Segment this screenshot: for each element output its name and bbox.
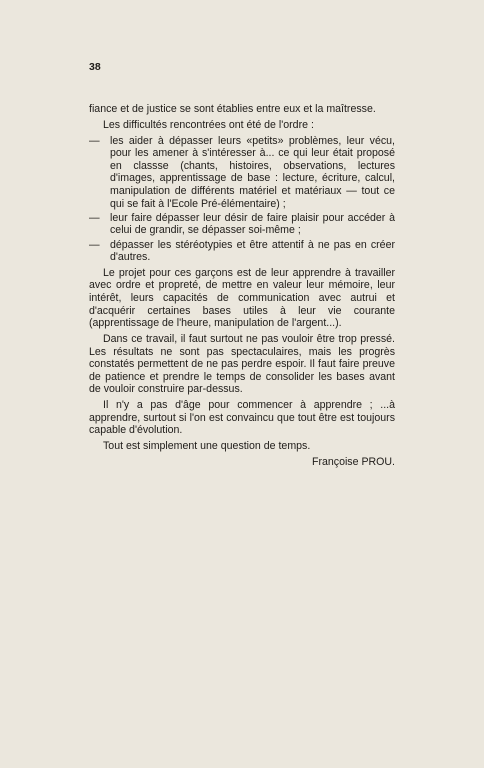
page-number: 38 — [89, 61, 101, 73]
list-item-text: les aider à dépasser leurs «petits» problèmes, leur vécu, pour les amener à s'intéresser à... ce qui leur était proposé en classse (chants, histoires, observations, lectures d'images, apprentissage de base : lecture, écriture, calcul, manipulation de différents matériel et matériaux — tout ce qui se fait à l'Ecole Pré-élémentaire) ; — [110, 134, 395, 210]
dash-marker: — — [89, 238, 100, 251]
list-item-text: leur faire dépasser leur désir de faire plaisir pour accéder à celui de grandir, se dépasser soi-même ; — [110, 211, 395, 237]
list-item-text: dépasser les stéréotypies et être attentif à ne pas en créer d'autres. — [110, 238, 395, 264]
paragraph-4: Dans ce travail, il faut surtout ne pas vouloir être trop pressé. Les résultats ne sont pas spectaculaires, mais les progrès constatés permettent de ne pas perdre espoir. Il faut faire preuve de patience et prendre le temps de consolider les bases avant de vouloir construire par-dessus. — [89, 333, 395, 396]
paragraph-5: Il n'y a pas d'âge pour commencer à apprendre ; ...à apprendre, surtout si l'on est convaincu que tout être est toujours capable d'évolution. — [89, 399, 395, 437]
paragraph-6: Tout est simplement une question de temps. — [103, 440, 311, 453]
body-text — [89, 103, 395, 472]
list-item — [89, 135, 395, 211]
paragraph-3: Le projet pour ces garçons est de leur apprendre à travailler avec ordre et propreté, de mettre en valeur leur mémoire, leur intérêt, leurs capacités de communication avec autrui et d'acquérir certaines bases utiles à leur vie courante (apprentissage de l'heure, manipulation de l'argent...). — [89, 266, 395, 330]
list-item — [89, 212, 395, 237]
list-item — [89, 239, 395, 264]
dash-marker: — — [89, 134, 100, 147]
paragraph-1: fiance et de justice se sont établies entre eux et la maîtresse. — [89, 103, 376, 115]
paragraph-2: Les difficultés rencontrées ont été de l'ordre : — [103, 118, 314, 131]
signature: Françoise PROU. — [311, 455, 395, 468]
dash-marker: — — [89, 211, 100, 224]
